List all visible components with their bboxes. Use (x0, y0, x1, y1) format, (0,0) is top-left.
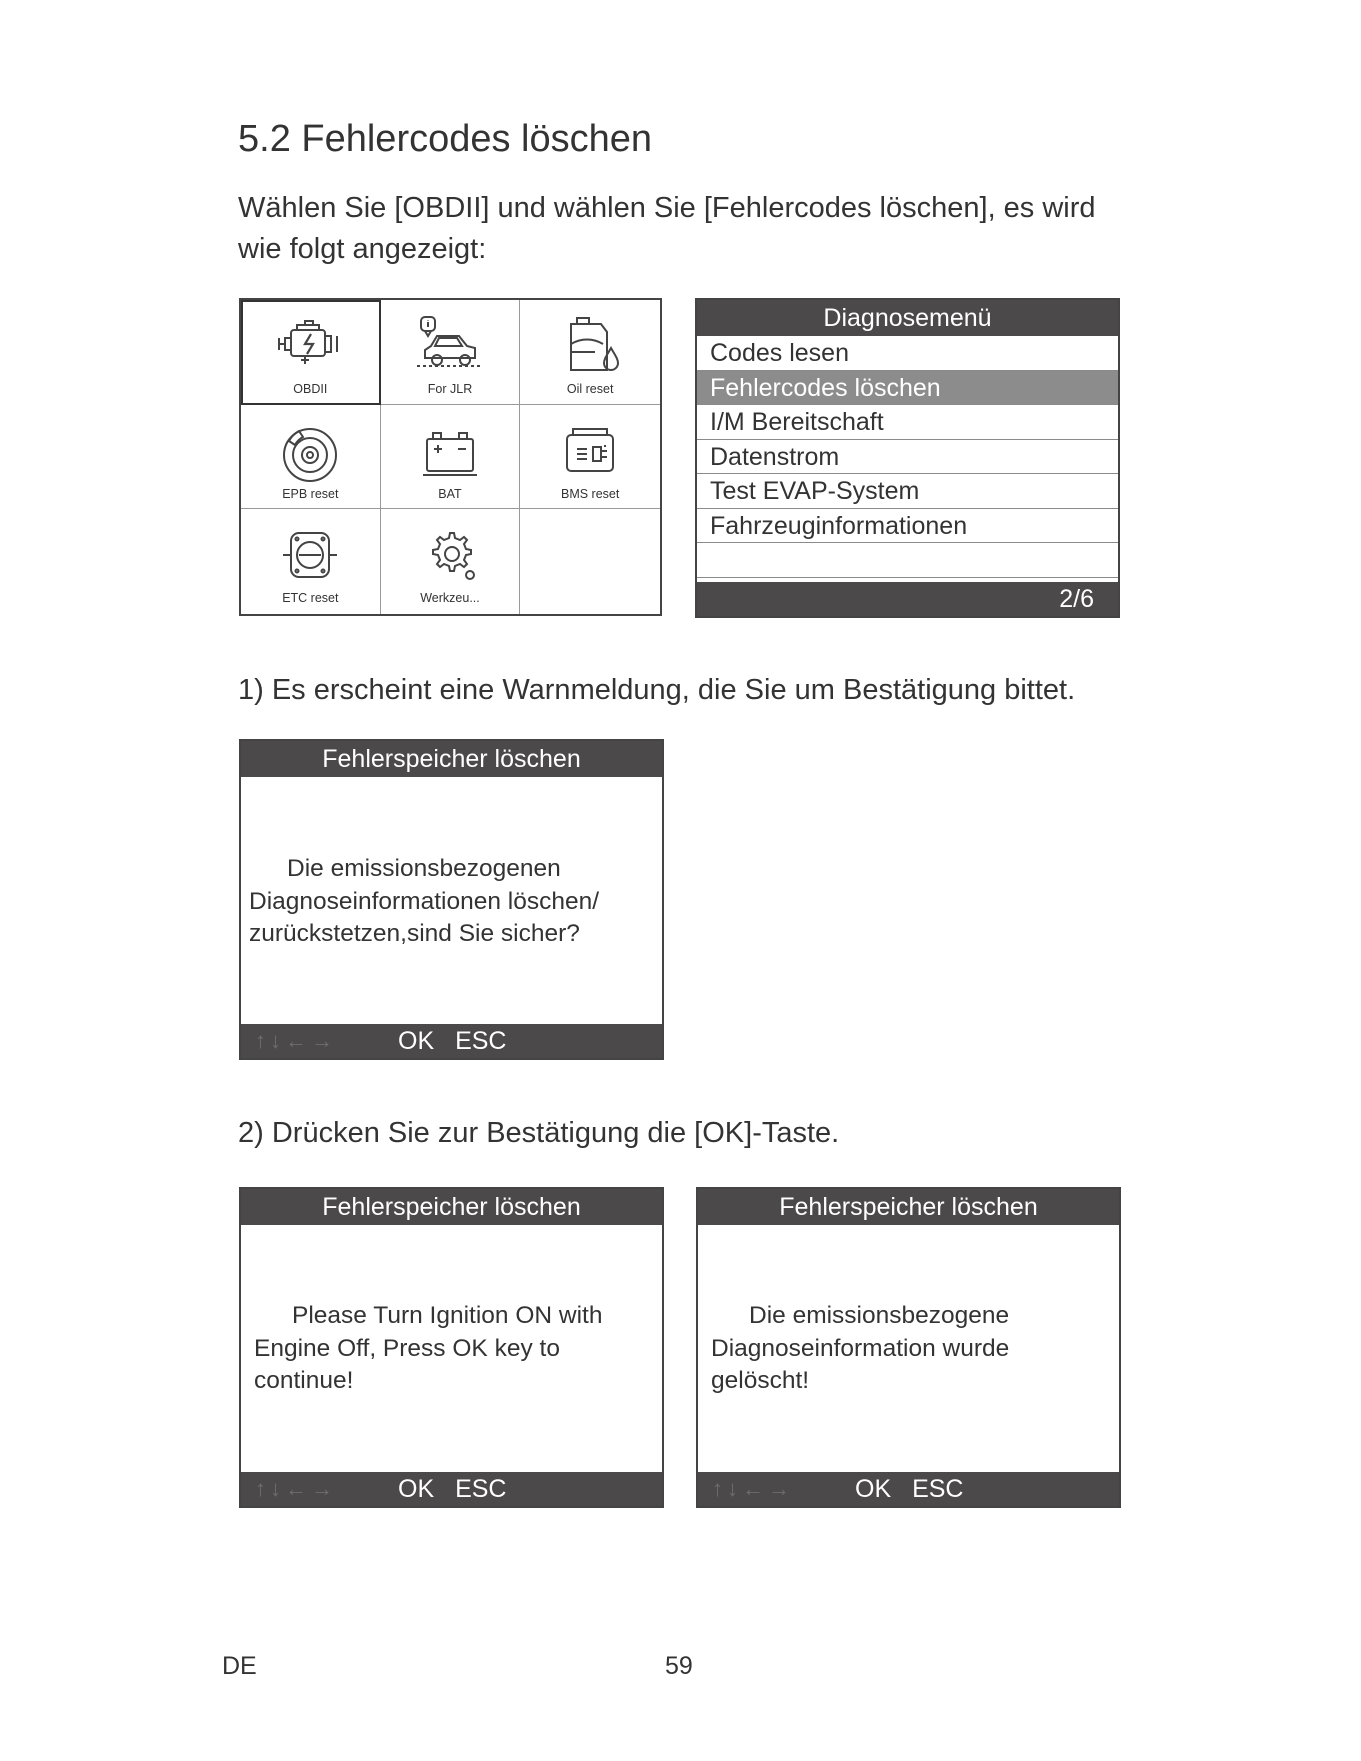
message-line: Die emissionsbezogenen (287, 855, 561, 882)
brake-disc-icon (275, 419, 345, 485)
intro-text: Wählen Sie [OBDII] und wählen Sie [Fehlercodes löschen], es wird wie folgt angezeigt: (238, 192, 1096, 265)
grid-item-oil-reset[interactable] (520, 300, 660, 405)
message-line: Engine Off, Press OK key to (254, 1334, 560, 1362)
battery-icon (415, 419, 485, 485)
menu-item-fehlercodes-loeschen[interactable]: Fehlercodes löschen (697, 371, 1118, 406)
message-line: gelöscht! (711, 1367, 810, 1394)
clear-dtc-success-dialog (696, 1187, 1121, 1508)
message-line: Diagnoseinformation wurde (711, 1334, 1010, 1362)
grid-label: EPB reset (282, 486, 339, 501)
page-number: 59 (665, 1652, 693, 1680)
dialog-title: Fehlerspeicher löschen (241, 741, 662, 777)
grid-item-bms-reset[interactable] (520, 405, 660, 510)
oil-can-icon (555, 314, 625, 380)
ok-esc-keys[interactable]: OK ESC (855, 1475, 964, 1503)
gears-icon (415, 523, 485, 589)
message-line: continue! (254, 1367, 354, 1394)
menu-item-fahrzeuginfo[interactable]: Fahrzeuginformationen (697, 509, 1118, 544)
dialog-title: Fehlerspeicher löschen (698, 1189, 1119, 1225)
ok-esc-keys[interactable]: OK ESC (398, 1027, 507, 1055)
section-heading: 5.2 Fehlercodes löschen (238, 118, 653, 160)
grid-label: BMS reset (560, 486, 620, 501)
diagnostic-menu-screen (695, 298, 1120, 618)
menu-item-empty (697, 543, 1118, 578)
grid-label: For JLR (427, 382, 473, 396)
grid-label: Oil reset (566, 382, 614, 396)
dialog-footer (698, 1472, 1119, 1506)
screen-footer (697, 582, 1118, 616)
dialog-footer (241, 1024, 662, 1058)
dialog-title: Fehlerspeicher löschen (241, 1189, 662, 1225)
grid-item-epb-reset[interactable] (241, 405, 381, 510)
menu-item-codes-lesen[interactable]: Codes lesen (697, 336, 1118, 371)
menu-item-im-bereitschaft[interactable]: I/M Bereitschaft (697, 405, 1118, 440)
dialog-message (711, 1300, 1111, 1398)
footer-language: DE (222, 1652, 257, 1680)
grid-item-empty (520, 509, 660, 614)
main-menu-grid (239, 298, 662, 616)
car-icon (415, 314, 485, 380)
clear-dtc-confirm-dialog (239, 739, 664, 1060)
step-1-text: 1) Es erscheint eine Warnmeldung, die Sie um Bestätigung bittet. (238, 674, 1076, 706)
grid-label: Werkzeu... (420, 591, 480, 606)
dialog-message (254, 1300, 654, 1398)
grid-label: BAT (438, 486, 462, 501)
message-line: zurückstetzen,sind Sie sicher? (249, 920, 580, 947)
dialog-footer (241, 1472, 662, 1506)
message-line: Die emissionsbezogene (749, 1302, 1010, 1329)
grid-label: OBDII (293, 382, 328, 396)
grid-item-werkzeuge[interactable] (381, 509, 521, 614)
grid-item-obdii[interactable] (241, 300, 381, 405)
arrow-keys-icon: ↑↓←→ (255, 1476, 337, 1501)
ok-esc-keys[interactable]: OK ESC (398, 1475, 507, 1503)
menu-item-datenstrom[interactable]: Datenstrom (697, 440, 1118, 475)
page-indicator: 2/6 (1059, 585, 1094, 613)
arrow-keys-icon: ↑↓←→ (712, 1476, 794, 1501)
grid-label: ETC reset (282, 591, 339, 606)
message-line: Diagnoseinformationen löschen/ (249, 887, 600, 915)
dialog-message (249, 853, 654, 951)
grid-item-for-jlr[interactable] (381, 300, 521, 405)
ignition-prompt-dialog (239, 1187, 664, 1508)
arrow-keys-icon: ↑↓←→ (255, 1028, 337, 1053)
throttle-icon (275, 523, 345, 589)
engine-icon (275, 314, 345, 380)
grid-item-etc-reset[interactable] (241, 509, 381, 614)
step-2-text: 2) Drücken Sie zur Bestätigung die [OK]-Taste. (238, 1117, 840, 1149)
screen-title: Diagnosemenü (697, 300, 1118, 336)
message-line: Please Turn Ignition ON with (292, 1302, 603, 1329)
menu-item-test-evap[interactable]: Test EVAP-System (697, 474, 1118, 509)
bms-icon (555, 419, 625, 485)
grid-item-bat[interactable] (381, 405, 521, 510)
